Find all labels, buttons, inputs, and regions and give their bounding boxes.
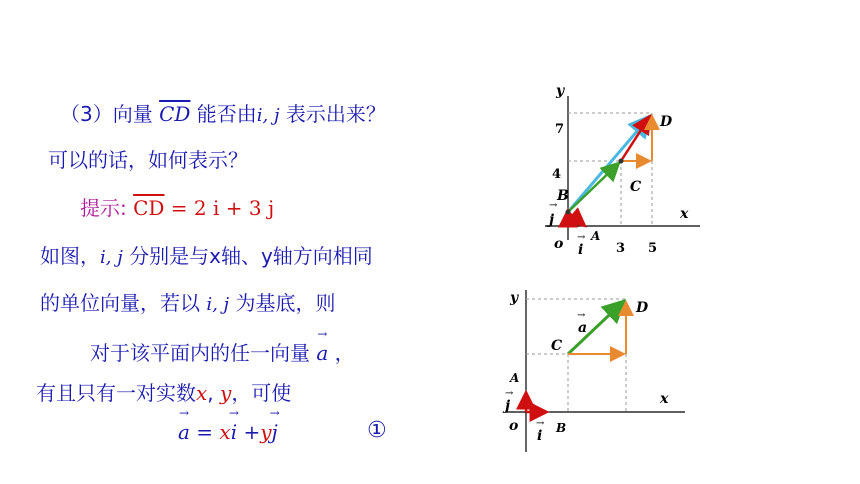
vector-cd: $\overline{CD}$ [159,102,191,126]
hint-label: 提示: [80,196,134,220]
formula-i: → i [231,420,237,444]
g1-tick-4: 4 [552,167,562,182]
g2-y-label: y [510,290,519,306]
formula-plus: + [237,420,261,444]
formula-number: ① [367,418,387,443]
formula-x: x [219,420,231,444]
g2-label-i: i [537,428,543,444]
g1-label-d: D [660,114,673,130]
g2-origin: o [509,418,519,434]
g2-label-a-upper: A [510,371,520,385]
formula-y: y [260,420,272,444]
g1-label-a: A [591,229,601,243]
g1-label-b: B [557,188,569,204]
explain-l4-b: ，可使 [231,381,292,405]
g2-label-j: j [505,398,511,414]
g1-tick-5: 5 [648,241,658,256]
g2-arrow-j: → [505,388,514,399]
explain-l2-a: 的单位向量，若以 [40,291,207,315]
g2-label-b: B [556,421,567,435]
g2-arrow-i: → [536,418,545,429]
explain-l2-b: 为基底，则 [229,291,336,315]
real-y: y [220,381,232,405]
real-x: x [196,381,208,405]
question-line-2: 可以的话，如何表示？ [48,148,248,172]
g1-label-i: i [578,242,584,258]
hint-cd: $\overline{CD}$ [133,196,165,220]
question-suffix: 表示出来？ [279,102,386,126]
g2-label-a-vec: a [578,320,588,336]
g2-label-c: C [551,338,563,354]
formula-eq: = [189,420,220,444]
question-prefix: （3）向量 [60,102,160,126]
g1-tick-3: 3 [616,241,626,256]
explain-l4-a: 有且只有一对实数 [36,381,196,405]
g1-origin: o [554,236,564,252]
g1-arrow-j: → [549,200,558,211]
explain-l1-basis: i, j [100,247,123,268]
g1-arrow-i: → [577,232,586,243]
explain-l4-comma: , [207,381,220,405]
formula-j: → j [272,420,278,444]
g1-point-b [566,210,571,215]
g2-arrow-a: → [577,310,586,321]
basis-ij: i, j [256,105,280,126]
explain-l1-a: 如图， [40,244,100,268]
g1-point-c [619,159,624,164]
g1-x-label: x [680,206,689,222]
explain-l1-b: 分别是与x轴、y轴方向相同 [122,244,373,268]
g1-vector-cd [621,116,650,161]
g2-x-label: x [660,391,669,407]
g1-vector-bc [568,163,619,212]
g2-label-d: D [636,300,649,316]
g1-y-label: y [556,83,565,99]
formula-a: → a [178,420,190,444]
g2-vector-a [568,301,624,354]
g1-unit-i [568,212,585,226]
g1-vector-bd [568,116,650,212]
vector-a: → a [316,341,328,365]
explain-l3-b: ， [328,341,355,365]
explain-l3-a: 对于该平面内的任一向量 [90,341,317,365]
hint-equation: = 2 i + 3 j [164,196,275,220]
question-mid: 能否由 [190,102,257,126]
explain-l2-basis: i, j [206,294,230,315]
g1-label-j: j [549,212,555,228]
g1-tick-7: 7 [555,122,565,137]
g1-label-c: C [630,179,642,195]
